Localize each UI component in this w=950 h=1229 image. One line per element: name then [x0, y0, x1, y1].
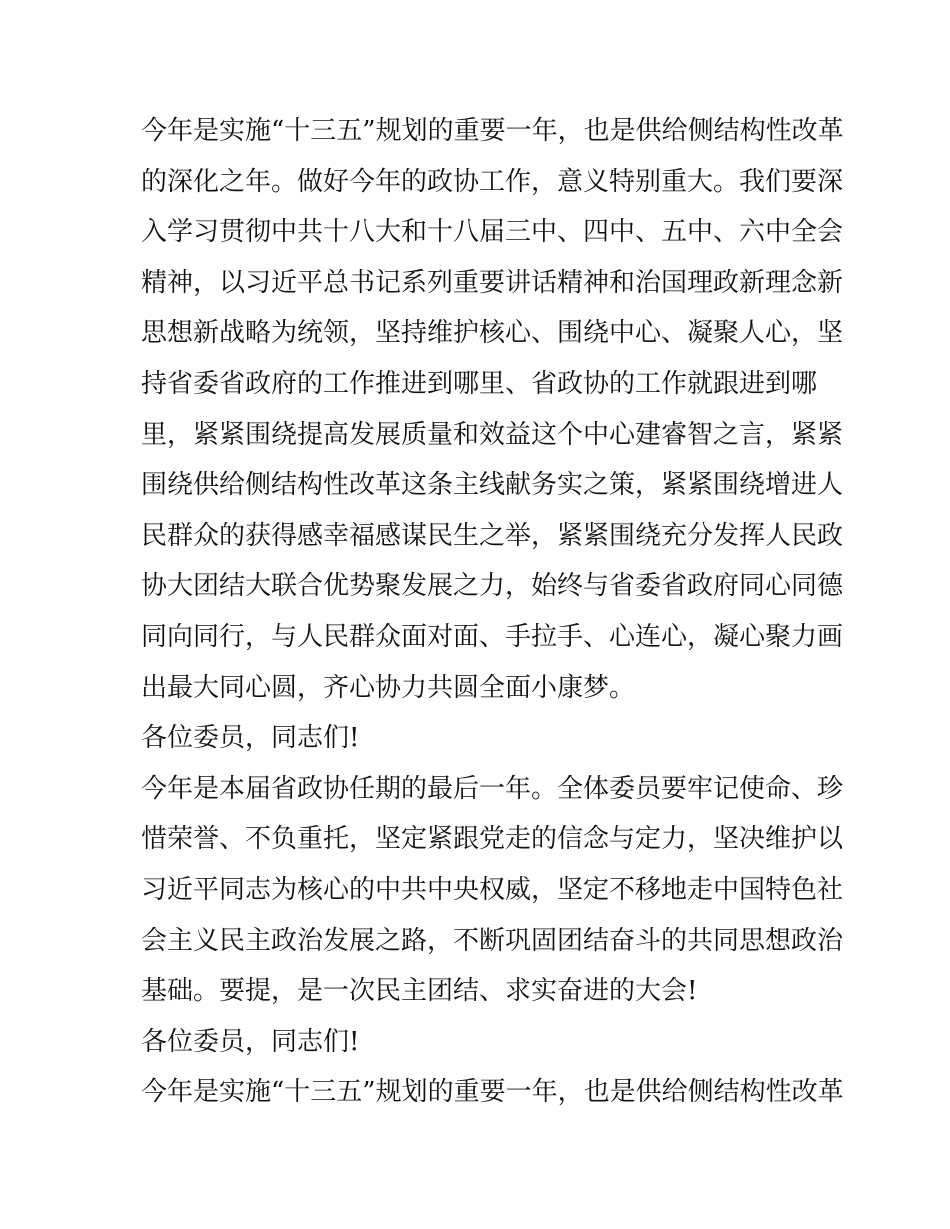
text-line: 入学习贯彻中共十八大和十八届三中、四中、五中、六中全会 — [141, 217, 844, 248]
document-body — [141, 106, 844, 1118]
text-line: 围绕供给侧结构性改革这条主线献务实之策，紧紧围绕增进人 — [141, 470, 844, 501]
text-line: 会主义民主政治发展之路，不断巩固团结奋斗的共同思想政治 — [141, 925, 844, 956]
text-line: 同向同行，与人民群众面对面、手拉手、心连心，凝心聚力画 — [141, 621, 844, 652]
text-line: 今年是实施“十三五”规划的重要一年，也是供给侧结构性改革 — [141, 1077, 844, 1108]
text-line: 精神，以习近平总书记系列重要讲话精神和治国理政新理念新 — [141, 267, 844, 298]
salutation-line: 各位委员，同志们! — [141, 1026, 360, 1057]
text-line: 基础。要提，是一次民主团结、求实奋进的大会! — [141, 976, 698, 1007]
text-line: 协大团结大联合优势聚发展之力，始终与省委省政府同心同德 — [141, 571, 844, 602]
text-line: 里，紧紧围绕提高发展质量和效益这个中心建睿智之言，紧紧 — [141, 419, 844, 450]
text-line: 今年是实施“十三五”规划的重要一年，也是供给侧结构性改革 — [141, 116, 844, 146]
text-line: 民群众的获得感幸福感谋民生之举，紧紧围绕充分发挥人民政 — [141, 520, 844, 551]
text-line: 习近平同志为核心的中共中央权威，坚定不移地走中国特色社 — [141, 874, 844, 905]
text-line: 出最大同心圆，齐心协力共圆全面小康梦。 — [141, 672, 636, 703]
text-line: 的深化之年。做好今年的政协工作，意义特别重大。我们要深 — [141, 166, 844, 197]
text-line: 今年是本届省政协任期的最后一年。全体委员要牢记使命、珍 — [141, 773, 844, 804]
text-line: 思想新战略为统领，坚持维护核心、围绕中心、凝聚人心，坚 — [141, 318, 844, 349]
salutation-line: 各位委员，同志们! — [141, 723, 360, 754]
text-line: 惜荣誉、不负重托，坚定紧跟党走的信念与定力，坚决维护以 — [141, 824, 844, 855]
text-line: 持省委省政府的工作推进到哪里、省政协的工作就跟进到哪 — [141, 368, 818, 399]
